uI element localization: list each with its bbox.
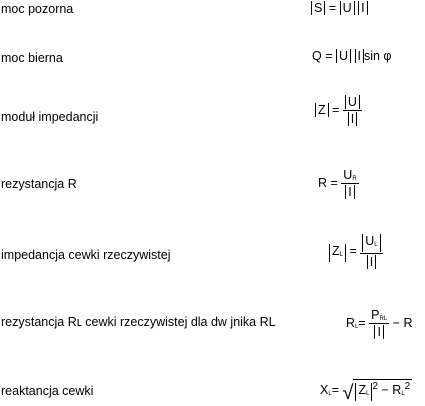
label-impedancja-cewki: impedancja cewki rzeczywistej bbox=[1, 248, 171, 262]
formula-coil-resistance: $R_L=$ $\frac{P_{RL}}{I}$ − R bbox=[346, 308, 413, 339]
label-moc-bierna: moc bierna bbox=[1, 51, 63, 65]
formula-impedance-modulus: Z = $\frac{U}{I}$ bbox=[315, 95, 362, 126]
square-root-symbol: √ $Z_L^2 - R_L^2$ bbox=[342, 381, 411, 404]
formula-coil-impedance: $Z_L$ = $\frac{U_L}{I}$ bbox=[329, 234, 383, 269]
formula-reactive-power: Q = U I sin φ bbox=[312, 49, 392, 63]
label-rezystancja-cewki-rl: rezystancja Rʟ cewki rzeczywistej dla dw jnika RL bbox=[1, 315, 276, 329]
label-rezystancja-r: rezystancja R bbox=[1, 177, 77, 191]
formula-coil-reactance: $X_L=$ √ $Z_L^2 - R_L^2$ bbox=[320, 381, 411, 404]
formula-apparent-power: S = U I bbox=[311, 1, 368, 15]
formula-resistance: R = $\frac{U_R}{I}$ bbox=[318, 168, 357, 199]
label-moc-pozorna: moc pozorna bbox=[1, 2, 74, 16]
label-reaktancja-cewki: reaktancja cewki bbox=[1, 384, 94, 398]
label-modul-impedancji: moduł impedancji bbox=[1, 110, 99, 124]
